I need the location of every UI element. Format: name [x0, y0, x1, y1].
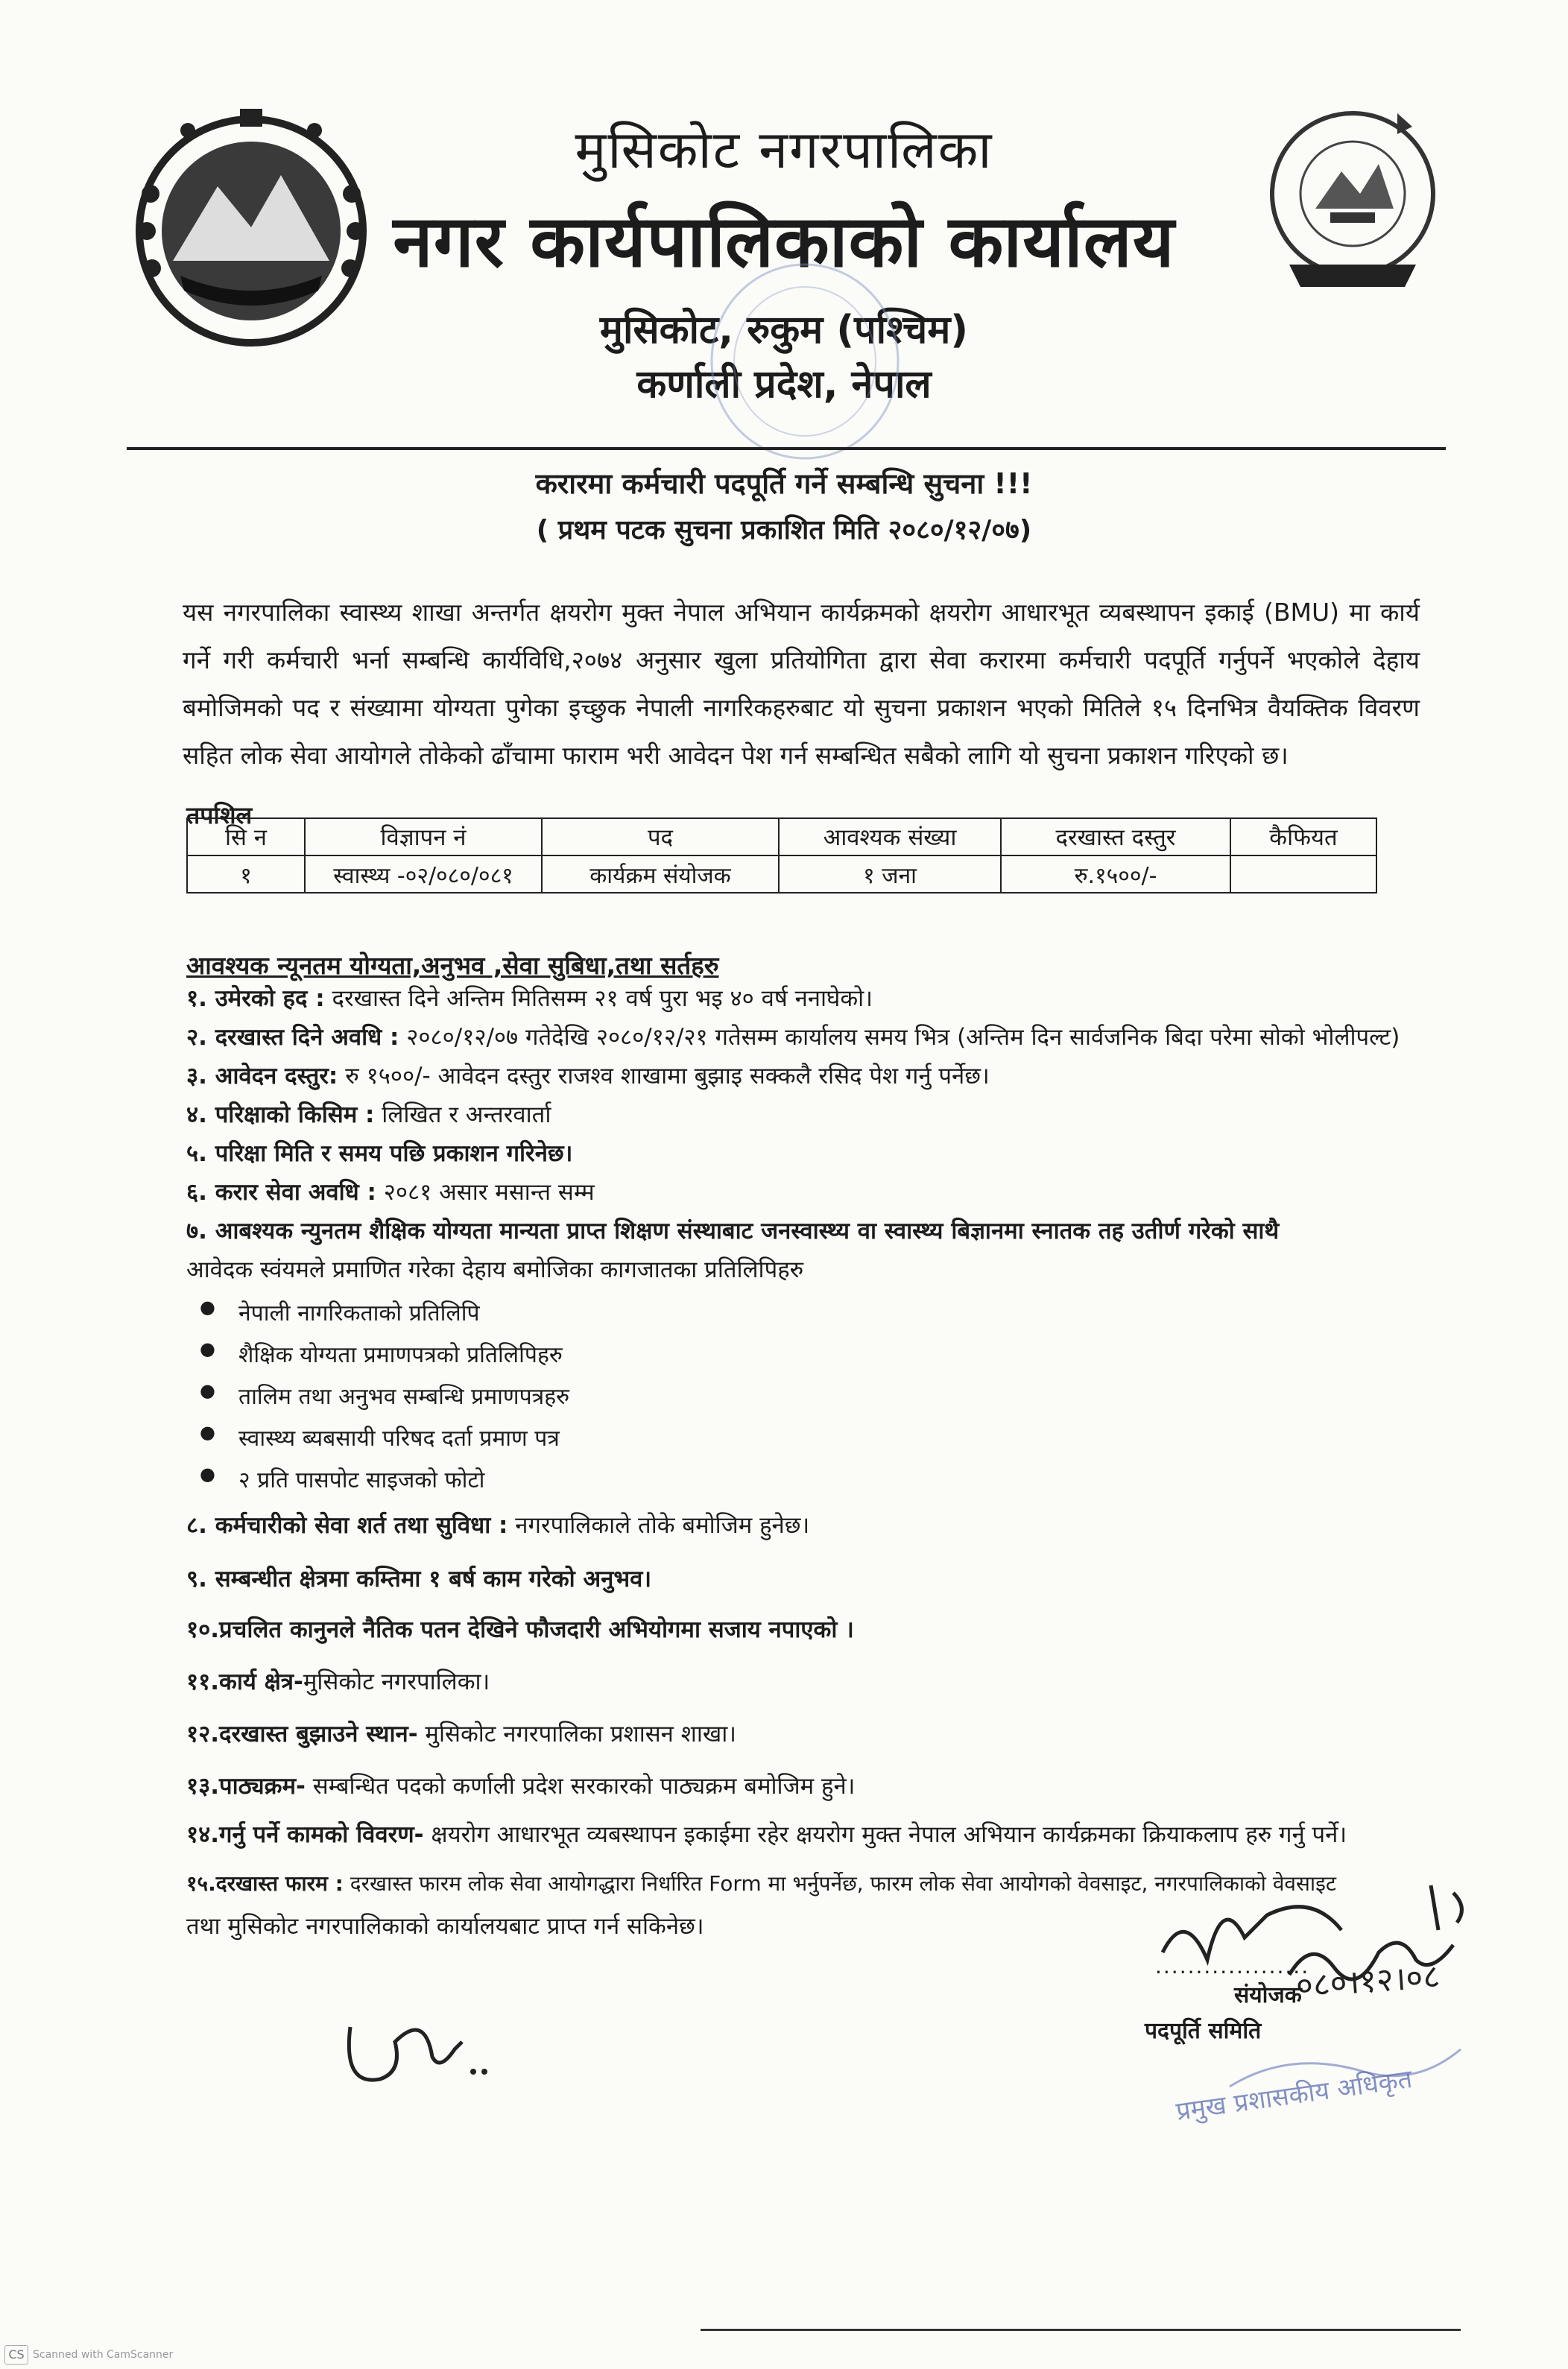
- item-label: ९. सम्बन्धीत क्षेत्रमा कम्तिमा १ बर्ष काम गरेको अनुभव।: [186, 1566, 652, 1592]
- item-label: ६. करार सेवा अवधि :: [186, 1179, 376, 1206]
- item-text: नगरपालिकाले तोके बमोजिम हुनेछ।: [508, 1512, 810, 1539]
- col-header-serial: सि न: [187, 818, 305, 855]
- cell-application-fee: रु.१५००/-: [1001, 855, 1230, 893]
- table-label: तपशिल: [186, 801, 253, 829]
- province-line: कर्णाली प्रदेश, नेपाल: [636, 362, 932, 407]
- table-header-row: [187, 818, 1376, 855]
- scanner-watermark: [0, 2340, 243, 2369]
- cell-position: कार्यक्रम संयोजक: [542, 855, 779, 893]
- item-text: २०८१ असार मसान्त सम्म: [376, 1179, 595, 1206]
- item-text: मुसिकोट नगरपालिका।: [303, 1669, 490, 1695]
- item-text: दरखास्त दिने अन्तिम मितिसम्म २१ वर्ष पुरा भइ ४० वर्ष ननाघेको।: [324, 985, 873, 1012]
- item-text: २०८०/१२/०७ गतेदेखि २०८०/१२/२१ गतेसम्म कार्यालय समय भित्र (अन्तिम दिन सार्वजनिक बिदा परेमा सोको भोलीपल्ट): [399, 1024, 1400, 1051]
- list-item: [186, 1060, 990, 1091]
- cell-remarks: [1230, 855, 1376, 893]
- signatory-role: संयोजक: [1234, 1982, 1302, 2008]
- handwritten-signature: [1118, 1863, 1505, 2131]
- vacancy-table: [186, 817, 1377, 893]
- item-label: २. दरखास्त दिने अवधि :: [186, 1024, 399, 1051]
- list-item-continuation: तथा मुसिकोट नगरपालिकाको कार्यालयबाट प्राप्त गर्न सकिनेछ।: [186, 1913, 704, 1940]
- header-divider: [127, 447, 1446, 450]
- col-header-application-fee: दरखास्त दस्तुर: [1001, 818, 1230, 855]
- list-item: [186, 1509, 809, 1540]
- list-item: [186, 1666, 490, 1697]
- item-text: दरखास्त फारम लोक सेवा आयोगद्धारा निर्धारित Form मा भर्नुपर्नेछ, फारम लोक सेवा आयोगको वेवसाइट, नगरपालिकाको वेवसाइट: [343, 1871, 1337, 1896]
- signatory-committee: पदपूर्ति समिति: [1145, 2018, 1262, 2044]
- office-name: नगर कार्यपालिकाको कार्यालय: [393, 200, 1175, 283]
- district-line: मुसिकोट, रुकुम (पश्चिम): [599, 308, 969, 352]
- document-bullet: ● स्वास्थ्य ब्यबसायी परिषद दर्ता प्रमाण पत्र: [238, 1422, 560, 1452]
- notice-publish-date: ( प्रथम पटक सुचना प्रकाशित मिति २०८०/१२/०७): [536, 515, 1032, 545]
- item-label: १४.गर्नु पर्ने कामको विवरण-: [186, 1821, 424, 1848]
- notice-intro-paragraph: यस नगरपालिका स्वास्थ्य शाखा अन्तर्गत क्षयरोग मुक्त नेपाल अभियान कार्यक्रमको क्षयरोग आधारभूत व्यबस्थापन इकाई (BMU) मा कार्य गर्ने गरी कर्मचारी भर्ना सम्बन्धि कार्यविधि,२०७४ अनुसार खुला प्रतियोगिता द्वारा सेवा करारमा कर्मचारी पदपूर्ति गर्नुपर्ने भएकोले देहाय बमोजिमको पद र संख्यामा योग्यता पुगेका इच्छुक नेपाली नागरिकहरुबाट यो सुचना प्रकाशन भएको मितिले १५ दिनभित्र वैयक्तिक विवरण सहित लोक सेवा आयोगले तोकेको ढाँचामा फाराम भरी आवेदन पेश गर्न सम्बन्धित सबैको लागि यो सुचना प्रकाशन गरिएको छ।: [183, 598, 1420, 770]
- col-header-position: पद: [542, 818, 779, 855]
- document-bullet: ● २ प्रति पासपोट साइजको फोटो: [238, 1464, 484, 1494]
- item-text: रु १५००/- आवेदन दस्तुर राजश्व शाखामा बुझाइ सक्कलै रसिद पेश गर्नु पर्नेछ।: [338, 1063, 990, 1089]
- list-item: [186, 1215, 1279, 1246]
- municipality-name: मुसिकोट नगरपालिका: [575, 119, 993, 180]
- list-item: [186, 1098, 551, 1130]
- list-item: [186, 1818, 1347, 1850]
- left-signature: [335, 1997, 499, 2109]
- notice-title: करारमा कर्मचारी पदपूर्ति गर्ने सम्बन्धि सुचना !!!: [535, 467, 1033, 500]
- item-label: १५.दरखास्त फारम :: [186, 1871, 344, 1896]
- list-item: [186, 1770, 855, 1801]
- cell-advert-no: स्वास्थ्य -०२/०८०/०८१: [305, 855, 542, 893]
- signature-line: ...................: [1155, 1954, 1310, 1979]
- item-label: ५. परिक्षा मिति र समय पछि प्रकाशन गरिनेछ।: [186, 1140, 573, 1167]
- item-label: १. उमेरको हद :: [186, 985, 325, 1012]
- item-text: क्षयरोग आधारभूत व्यबस्थापन इकाईमा रहेर क्षयरोग मुक्त नेपाल अभियान कार्यक्रमका क्रियाकलाप हरु गर्नु पर्ने।: [423, 1821, 1347, 1848]
- faint-office-stamp: [701, 253, 909, 469]
- cell-required-count: १ जना: [779, 855, 1001, 893]
- list-item: [186, 1563, 651, 1594]
- item-label: ११.कार्य क्षेत्र-: [186, 1669, 303, 1695]
- footer-divider: [701, 2329, 1461, 2331]
- col-header-advert-no: विज्ञापन नं: [305, 818, 542, 855]
- table-row: [187, 855, 1376, 893]
- camscanner-icon: CS: [4, 2345, 28, 2365]
- item-label: ८. कर्मचारीको सेवा शर्त तथा सुविधा :: [186, 1512, 508, 1539]
- list-item: [186, 1021, 1400, 1052]
- requirements-heading: आवश्यक न्यूनतम योग्यता,अनुभव ,सेवा सुबिधा,तथा सर्तहरु: [186, 951, 719, 980]
- officer-stamp-text: प्रमुख प्रशासकीय अधिकृत: [1174, 2063, 1414, 2127]
- list-item: [186, 982, 873, 1013]
- item-label: ४. परिक्षाको किसिम :: [186, 1101, 375, 1128]
- item-text: सम्बन्धित पदको कर्णाली प्रदेश सरकारको पाठ्यक्रम बमोजिम हुने।: [305, 1773, 856, 1800]
- list-item: [186, 1613, 854, 1645]
- item-text: लिखित र अन्तरवार्ता: [374, 1101, 551, 1128]
- item-label: १०.प्रचलित कानुनले नैतिक पतन देखिने फौजदारी अभियोगमा सजाय नपाएको ।: [186, 1616, 854, 1643]
- col-header-remarks: कैफियत: [1230, 818, 1376, 855]
- document-bullet: ● नेपाली नागरिकताको प्रतिलिपि: [238, 1297, 480, 1327]
- handwritten-date: ०८०।१२।०८: [1294, 1957, 1441, 2005]
- item-label: ३. आवेदन दस्तुर:: [186, 1063, 338, 1089]
- scanner-text: Scanned with CamScanner: [33, 2348, 174, 2361]
- item-text: मुसिकोट नगरपालिका प्रशासन शाखा।: [417, 1721, 736, 1748]
- list-item: [186, 1176, 595, 1207]
- document-bullet: ● तालिम तथा अनुभव सम्बन्धि प्रमाणपत्रहरु: [238, 1380, 569, 1411]
- list-item-continuation: आवेदक स्वंयमले प्रमाणित गरेका देहाय बमोजिका कागजातका प्रतिलिपिहरु: [186, 1256, 804, 1283]
- item-label: १२.दरखास्त बुझाउने स्थान-: [186, 1721, 418, 1748]
- list-item: [186, 1718, 736, 1749]
- item-label: ७. आबश्यक न्युनतम शैक्षिक योग्यता मान्यता प्राप्त शिक्षण संस्थाबाट जनस्वास्थ्य वा स्वास्थ्य बिज्ञानमा स्नातक तह उतीर्ण गरेको साथै: [186, 1218, 1280, 1244]
- item-label: १३.पाठ्यक्रम-: [186, 1773, 306, 1800]
- cell-serial: १: [187, 855, 305, 893]
- col-header-required-count: आवश्यक संख्या: [779, 818, 1001, 855]
- document-bullet: ● शैक्षिक योग्यता प्रमाणपत्रको प्रतिलिपिहरु: [238, 1338, 563, 1369]
- list-item: [186, 1137, 572, 1168]
